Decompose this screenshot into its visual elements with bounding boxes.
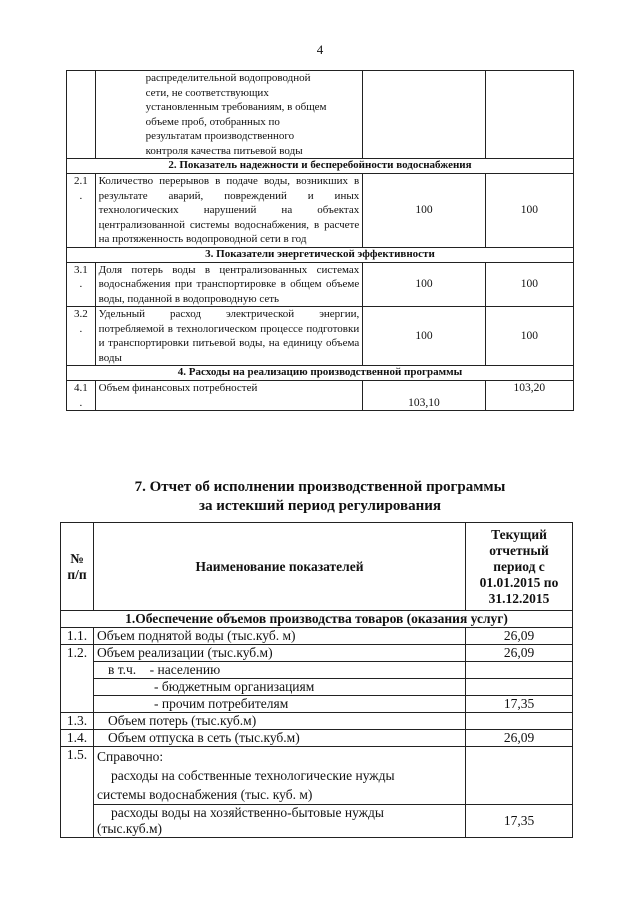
table-row [67, 307, 574, 366]
row-number-cell [67, 381, 96, 411]
column-header-period: Текущий отчетный период с 01.01.2015 по 31.12.2015 [466, 523, 573, 611]
section-title: 2. Показатель надежности и бесперебойности водоснабжения [67, 159, 574, 174]
row-number: 1.2. [61, 645, 94, 713]
table-row [61, 645, 573, 662]
indicator-value: 17,35 [466, 696, 573, 713]
indicator-value: 100 [485, 262, 573, 307]
value-cell [485, 71, 573, 159]
section-row [67, 366, 574, 381]
indicator-name: Объем поднятой воды (тыс.куб. м) [94, 628, 466, 645]
table-row [61, 805, 573, 838]
indicator-description: Объем финансовых потребностей [95, 381, 363, 411]
indicator-name: в т.ч. - населению [94, 662, 466, 679]
indicator-value [466, 662, 573, 679]
row-number: 2.1 [73, 175, 88, 187]
text-line: Справочно: [97, 749, 164, 764]
value-cell [363, 71, 485, 159]
indicator-value: 26,09 [466, 645, 573, 662]
page-number: 4 [316, 42, 324, 57]
table-row [67, 71, 574, 159]
text-line: системы водоснабжения (тыс. куб. м) [97, 787, 313, 802]
column-header-number: № п/п [61, 523, 94, 611]
indicator-value: 26,09 [466, 628, 573, 645]
table-row [61, 713, 573, 730]
indicator-value: 100 [363, 307, 485, 366]
text-line: контроля качества питьевой воды [145, 144, 303, 157]
text-line: расходы на собственные технологические нужды [111, 768, 395, 783]
row-number-cell [67, 71, 96, 159]
text-line: результатам производственного [145, 130, 295, 142]
table-row [61, 696, 573, 713]
row-number-cell [67, 262, 96, 307]
section-title: 4. Расходы на реализацию производственной программы [67, 366, 574, 381]
indicator-value: 100 [363, 262, 485, 307]
table-row [67, 381, 574, 411]
indicator-value: 100 [485, 307, 573, 366]
table-row [67, 174, 574, 248]
indicator-value [466, 747, 573, 805]
indicator-value: 17,35 [466, 805, 573, 838]
indicator-value: 100 [363, 174, 485, 248]
text-line: объеме проб, отобранных по [145, 115, 280, 128]
report-subheading: за истекший период регулирования [198, 498, 442, 514]
row-number-dot: . [79, 322, 83, 335]
text-line: расходы воды на хозяйственно-бытовые нужды [111, 805, 384, 820]
indicator-name: Объем отпуска в сеть (тыс.куб.м) [94, 730, 466, 747]
row-number: 1.3. [61, 713, 94, 730]
report-heading: 7. Отчет об исполнении производственной программы [134, 479, 506, 495]
row-number-cell [67, 174, 96, 248]
continued-description-cell [95, 71, 363, 159]
report-table [60, 522, 573, 838]
table-row [61, 628, 573, 645]
row-number: 1.5. [61, 747, 94, 838]
row-number: 3.2 [73, 308, 88, 320]
row-number: 1.4. [61, 730, 94, 747]
row-number: 3.1 [73, 263, 88, 276]
section-title: 1.Обеспечение объемов производства товаров (оказания услуг) [61, 611, 573, 628]
indicator-value: 100 [485, 174, 573, 248]
section-row [61, 611, 573, 628]
indicator-value [466, 713, 573, 730]
indicator-value: 26,09 [466, 730, 573, 747]
row-number-dot: . [79, 189, 83, 202]
table-row [61, 662, 573, 679]
row-number-dot: . [79, 396, 83, 409]
indicator-name-multiline [94, 805, 466, 838]
indicator-name: - бюджетным организациям [94, 679, 466, 696]
table-header-row [61, 523, 573, 611]
row-number: 4.1 [73, 382, 88, 394]
indicator-description: Удельный расход электрической энергии, потребляемой в технологическом процессе подготовки и транспортировки питьевой воды, на единицу объема воды [95, 307, 363, 366]
row-number: 1.1. [61, 628, 94, 645]
table-row [61, 730, 573, 747]
table-row [67, 262, 574, 307]
indicators-table-continued [66, 70, 574, 411]
indicator-name: - прочим потребителям [94, 696, 466, 713]
table-row [61, 747, 573, 805]
text-line: распределительной водопроводной [145, 72, 311, 84]
indicator-name: Объем потерь (тыс.куб.м) [94, 713, 466, 730]
indicator-value [466, 679, 573, 696]
text-line: установленным требованиям, в общем [145, 101, 327, 113]
indicator-value: 103,10 [363, 381, 485, 411]
section-row [67, 159, 574, 174]
text-line: сети, не соответствующих [145, 86, 269, 99]
table-row [61, 679, 573, 696]
indicator-name: Объем реализации (тыс.куб.м) [94, 645, 466, 662]
row-number-cell [67, 307, 96, 366]
indicator-description: Количество перерывов в подаче воды, возникших в результате аварий, повреждений и иных технологических нарушений на объектах централизованной системы водоснабжения, в расчете на протяженность водопроводной сети в год [95, 174, 363, 248]
indicator-description: Доля потерь воды в централизованных системах водоснабжения при транспортировке в общем объеме воды, поданной в водопроводную сеть [95, 262, 363, 307]
row-number-dot: . [79, 278, 83, 290]
section-title: 3. Показатели энергетической эффективности [67, 247, 574, 262]
indicator-name-multiline [94, 747, 466, 805]
section-row [67, 247, 574, 262]
text-line: (тыс.куб.м) [97, 821, 163, 836]
indicator-value: 103,20 [485, 381, 573, 411]
column-header-name: Наименование показателей [94, 523, 466, 611]
